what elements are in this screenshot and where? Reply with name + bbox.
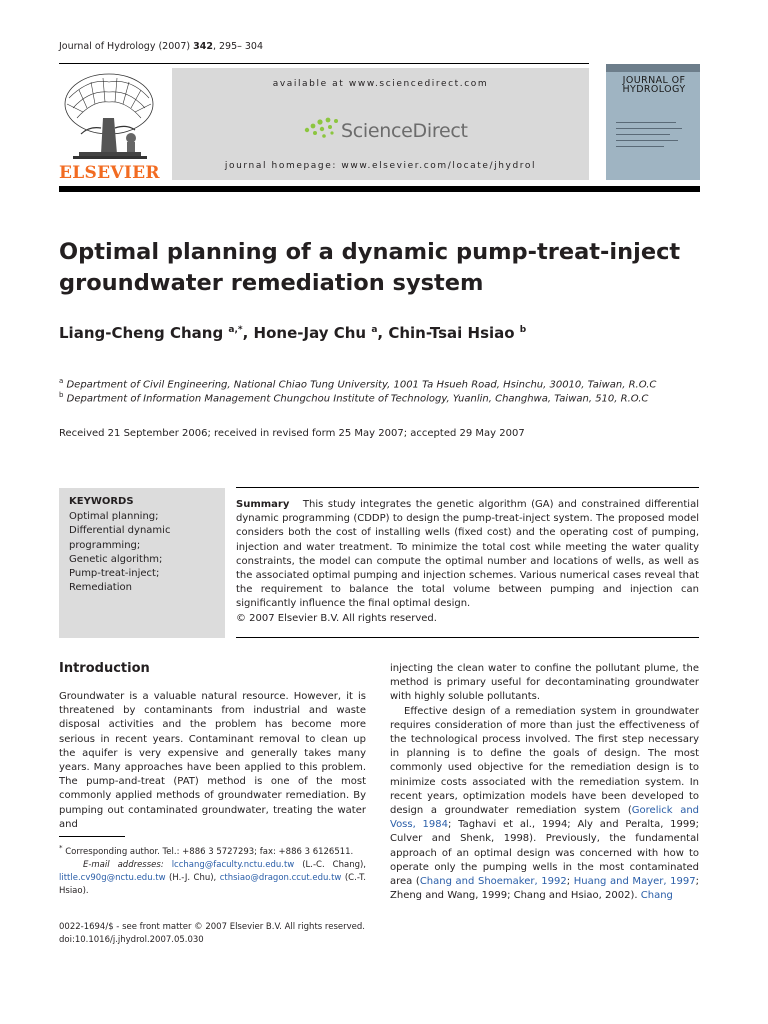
doi-line[interactable]: doi:10.1016/j.jhydrol.2007.05.030 bbox=[59, 934, 204, 945]
intro-paragraph: injecting the clean water to confine the pollutant plume, the method is primary useful for decontaminating groundwater with highly soluble pollutants. bbox=[390, 663, 699, 703]
keywords-box bbox=[59, 488, 225, 638]
footnote-rule bbox=[59, 836, 125, 837]
affiliation-a: $^a$ Department of Civil Engineering, National Chiao Tung University, 1001 Ta Hsueh Road, Hsinchu, 30010, Taiwan, R.O.C bbox=[59, 377, 657, 391]
sciencedirect-logo-text: ScienceDirect bbox=[341, 120, 468, 142]
cover-line bbox=[616, 128, 682, 129]
journal-cover-thumbnail bbox=[606, 64, 700, 180]
email-addresses: E-mail addresses: lcchang@faculty.nctu.edu.tw (L.-C. Chang), little.cv90g@nctu.edu.tw (H.-J. Chu), cthsiao@dragon.ccut.edu.tw (C.-T. Hsiao). bbox=[59, 860, 366, 897]
affiliation-b: $^b$ Department of Information Management Chungchou Institute of Technology, Yuanlin, Changhwa, Taiwan, 510, R.O.C bbox=[59, 391, 649, 405]
author-affiliation-mark: a bbox=[371, 325, 378, 335]
keywords-heading: KEYWORDS bbox=[69, 496, 134, 507]
cover-title: JOURNAL OF HYDROLOGY bbox=[622, 75, 686, 95]
received-dates: Received 21 September 2006; received in revised form 25 May 2007; accepted 29 May 2007 bbox=[59, 428, 525, 439]
header-rule bbox=[59, 63, 589, 64]
keywords-list bbox=[69, 510, 219, 596]
summary-copyright: © 2007 Elsevier B.V. All rights reserved. bbox=[236, 612, 437, 624]
author-name: Hone-Jay Chu bbox=[253, 324, 367, 342]
journal-reference: Journal of Hydrology (2007) 342, 295– 304 bbox=[59, 41, 264, 52]
author-affiliation-mark: a,* bbox=[228, 325, 243, 335]
issn-doi-block bbox=[59, 921, 365, 946]
author-affiliation-mark: b bbox=[519, 325, 527, 335]
citation-link[interactable]: Huang and Mayer, 1997 bbox=[573, 876, 696, 888]
email-link[interactable]: lcchang@faculty.nctu.edu.tw bbox=[171, 860, 295, 871]
intro-column-left: Groundwater is a valuable natural resource. However, it is threatened by contaminants from industrial and waste disposal activities and the problem has become more serious in recent years. Contaminant removal to clean up the aquifer is very expensive and generally takes many years. Many approaches have been applied to this problem. The pump-and-treat (PAT) method is one of the most commonly applied methods of groundwater remediation. By pumping out contaminated groundwater, treating the water and bbox=[59, 691, 366, 830]
citation-link[interactable]: Chang bbox=[640, 890, 673, 902]
author-name: Chin-Tsai Hsiao bbox=[388, 324, 515, 342]
article-title: Optimal planning of a dynamic pump-treat-inject groundwater remediation system bbox=[59, 239, 681, 296]
email-link[interactable]: cthsiao@dragon.ccut.edu.tw bbox=[219, 873, 342, 884]
header-thick-rule bbox=[59, 186, 700, 192]
intro-paragraph: Effective design of a remediation system in groundwater requires consideration of more than just the effectiveness of the technological process involved. The first step necessary in planning is to define the goals of design. The most commonly used objective for the remediation design is to minimize costs associated with the remediation system. In recent years, optimization models have been developed to design a groundwater remediation system (Gorelick and Voss, 1984; Taghavi et al., 1994; Aly and Peralta, 1999; Culver and Shenk, 1998). Previously, the fundamental approach of an optimal design was concerned with how to operate only the pumping wells in the most contaminated area (Chang and Shoemaker, 1992; Huang and Mayer, 1997; Zheng and Wang, 1999; Chang and Hsiao, 2002). Chang bbox=[390, 705, 700, 902]
keyword-item: Remediation bbox=[69, 582, 132, 594]
keyword-item: Pump-treat-inject; bbox=[69, 568, 160, 580]
keyword-item: Optimal planning; bbox=[69, 511, 159, 522]
cover-line bbox=[616, 146, 664, 147]
available-at-text[interactable]: available at www.sciencedirect.com bbox=[272, 79, 489, 89]
author-name: Liang-Cheng Chang bbox=[59, 324, 224, 342]
author-list: Liang-Cheng Chang $^{a,*}$, Hone-Jay Chu $^a$, Chin-Tsai Hsiao $^b$ bbox=[59, 324, 527, 342]
email-link[interactable]: little.cv90g@nctu.edu.tw bbox=[59, 873, 166, 884]
summary-bottom-rule bbox=[236, 637, 699, 638]
cover-line bbox=[616, 122, 676, 123]
elsevier-tree-logo-icon bbox=[59, 68, 157, 164]
summary-label: Summary bbox=[236, 499, 290, 510]
elsevier-wordmark: ELSEVIER bbox=[59, 163, 160, 183]
summary-top-rule bbox=[236, 487, 699, 488]
sciencedirect-banner bbox=[172, 68, 589, 180]
cover-top-strip bbox=[606, 64, 700, 72]
cover-line bbox=[616, 140, 678, 141]
summary-text: This study integrates the genetic algorithm (GA) and constrained differential dynamic programming (CDDP) to design the pump-treat-inject system. The proposed model considers both the cost of installing wells (fixed cost) and the operating cost of pumping, injection and water treatment. To minimize the total cost while meeting the water quality constraints, the model can compute the optimal number and locations of wells, as well as the associated optimal pumping and injection schemes. Various numerical cases reveal that the requirement to balance the total volume between pumping and injection can significantly influence the final optimal design. bbox=[236, 499, 699, 610]
keyword-item: Differential dynamic programming; bbox=[69, 525, 171, 551]
abstract-summary bbox=[236, 498, 699, 626]
corresponding-author-line: * Corresponding author. Tel.: +886 3 5727293; fax: +886 3 6126511. bbox=[59, 843, 354, 857]
intro-column-right bbox=[390, 662, 699, 903]
introduction-heading: Introduction bbox=[59, 661, 150, 676]
cover-line bbox=[616, 134, 670, 135]
keyword-item: Genetic algorithm; bbox=[69, 553, 163, 565]
citation-link[interactable]: Gorelick and Voss, 1984 bbox=[390, 805, 700, 831]
issn-line: 0022-1694/$ - see front matter © 2007 Elsevier B.V. All rights reserved. bbox=[59, 922, 365, 932]
journal-homepage-text[interactable]: journal homepage: www.elsevier.com/locate/jhydrol bbox=[224, 161, 537, 171]
corresponding-author-footnote bbox=[59, 841, 366, 899]
citation-link[interactable]: Chang and Shoemaker, 1992 bbox=[419, 876, 567, 888]
